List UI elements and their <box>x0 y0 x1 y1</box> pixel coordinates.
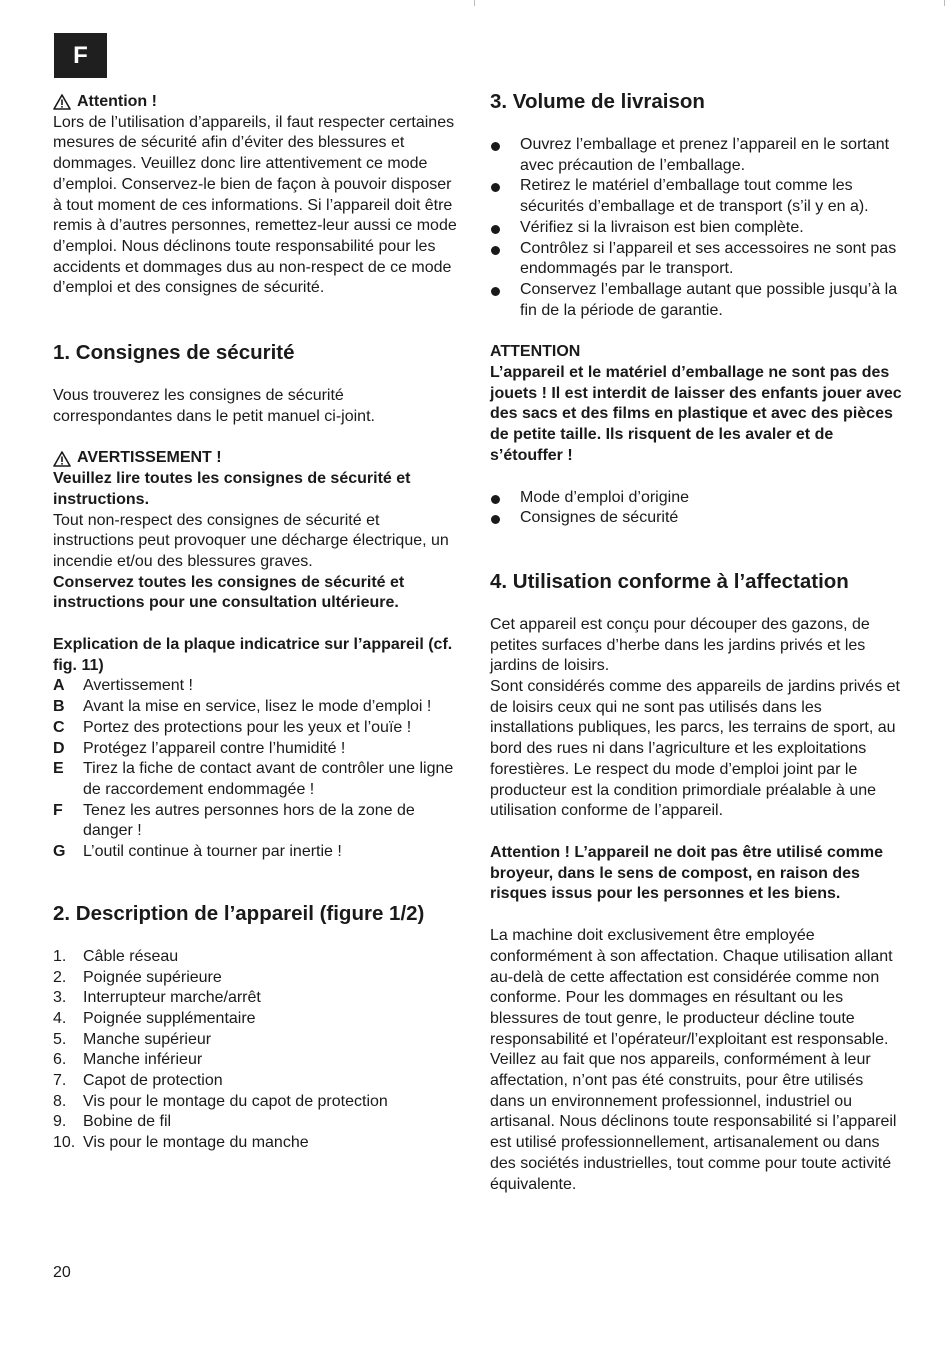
warning-triangle-icon <box>53 451 71 467</box>
section-2-title: 2. Description de l’appareil (figure 1/2) <box>53 901 425 925</box>
language-tab: F <box>54 33 107 78</box>
list-item: Contrôlez si l’appareil et ses accessoires ne sont pas endommagés par le transport. <box>490 239 902 280</box>
warning-triangle-icon <box>53 94 71 110</box>
list-item: 5. Manche supérieur <box>53 1030 212 1048</box>
page-number: 20 <box>53 1264 71 1281</box>
section-3-title: 3. Volume de livraison <box>490 90 705 113</box>
list-item: Retirez le matériel d’emballage tout comme les sécurités d’emballage et de transport (s’il y en a). <box>490 176 902 217</box>
list-item: F Tenez les autres personnes hors de la zone de danger ! <box>53 801 415 840</box>
list-item: Mode d’emploi d’origine <box>490 488 902 509</box>
usage-paragraph-3: La machine doit exclusivement être employée conformément à son affectation. Chaque utilisation allant au-delà de cette affectation est considérée comme non conforme. Pour les dommages en résultant ou les blessures de tout genre, le producteur décline toute responsabilité et l’opérateur/l’exploitant est responsable. Veillez au fait que nos appareils, conformément à leur affectation, n’ont pas été construits, pour être utilisés dans un environnement professionnel, industriel ou artisanal. Nous déclinons toute responsabilité si l’appareil est utilisé professionnellement, artisanalement ou dans des sociétés industrielles, tout comme pour toute activité équivalente. <box>490 927 897 1193</box>
list-item: 2. Poignée supérieure <box>53 968 222 986</box>
attention-label: ATTENTION <box>490 343 581 361</box>
list-item: 10. Vis pour le montage du manche <box>53 1134 309 1152</box>
attention-warning-text: L’appareil et le matériel d’emballage ne sont pas des jouets ! Il est interdit de laisser des enfants jouer avec des sacs et des films en plastique et avec des pièces de petite taille. Ils risquent de les avaler et de s’étouffer ! <box>490 364 902 464</box>
list-item: D Protégez l’appareil contre l’humidité ! <box>53 739 346 757</box>
section-1-intro: Vous trouverez les consignes de sécurité correspondantes dans le petit manuel ci-joint. <box>53 387 375 425</box>
attention-title: Attention ! <box>77 93 157 110</box>
list-item: 6. Manche inférieur <box>53 1051 203 1069</box>
usage-paragraph-1: Cet appareil est conçu pour découper des gazons, de petites surfaces d’herbe dans les jardins privés et les jardins de loisirs. <box>490 615 870 675</box>
list-item: Ouvrez l’emballage et prenez l’appareil en le sortant avec précaution de l’emballage. <box>490 135 902 176</box>
list-item: 7. Capot de protection <box>53 1072 223 1090</box>
left-column <box>53 92 458 1154</box>
right-column <box>490 89 902 1195</box>
crop-mark <box>944 0 945 6</box>
warning-bold-1: Veuillez lire toutes les consignes de sécurité et instructions. <box>53 470 411 508</box>
list-item: 1. Câble réseau <box>53 947 179 965</box>
list-item: Vérifiez si la livraison est bien complète. <box>490 218 902 239</box>
section-4-title: 4. Utilisation conforme à l’affectation <box>490 569 849 593</box>
attention-heading <box>53 92 458 113</box>
list-item: B Avant la mise en service, lisez le mode d’emploi ! <box>53 698 432 716</box>
warning-text: Tout non-respect des consignes de sécurité et instructions peut provoquer une décharge électrique, un incendie et/ou des blessures graves. <box>53 511 449 570</box>
warning-title: AVERTISSEMENT ! <box>77 449 222 467</box>
section-1-title: 1. Consignes de sécurité <box>53 341 295 365</box>
delivery-list <box>490 135 902 321</box>
usage-attention: Attention ! L’appareil ne doit pas être utilisé comme broyeur, dans le sens de compost, en raison des risques issus pour les personnes et les biens. <box>490 843 883 903</box>
list-item: A Avertissement ! <box>53 677 193 695</box>
list-item: Conservez l’emballage autant que possible jusqu’à la fin de la période de garantie. <box>490 280 902 321</box>
list-item: 3. Interrupteur marche/arrêt <box>53 989 261 1007</box>
list-item: E Tirez la fiche de contact avant de contrôler une ligne de raccordement endommagée ! <box>53 760 454 798</box>
attention-text: Lors de l’utilisation d’appareils, il faut respecter certaines mesures de sécurité afin d’éviter des blessures et dommages. Veuillez donc lire attentivement ce mode d’emploi. Conservez-le bien de façon à pouvoir disposer à tout moment de ces informations. Si l’appareil doit être remis à d’autres personnes, remettez-leur aussi ce mode d’emploi. Nous déclinons toute responsabilité pour les accidents et dommages dus au non-respect de ce mode d’emploi et des consignes de sécurité. <box>53 113 457 297</box>
usage-paragraph-2: Sont considérés comme des appareils de jardins privés et de loisirs ceux qui ne sont pas utilisés dans les installations publiques, les parcs, les terrains de sport, au bord des rues ni dans l’agriculture et les exploitations forestières. Le respect du mode d’emploi joint par le producteur est la condition primordiale préalable à une utilisation conforme de l’appareil. <box>490 678 900 820</box>
list-item: 8. Vis pour le montage du capot de protection <box>53 1092 388 1110</box>
plate-list <box>53 676 458 862</box>
documents-list <box>490 488 902 529</box>
crop-mark <box>474 0 475 6</box>
plate-title: Explication de la plaque indicatrice sur l’appareil (cf. fig. 11) <box>53 636 453 674</box>
list-item: G L’outil continue à tourner par inertie ! <box>53 843 342 861</box>
warning-bold-2: Conservez toutes les consignes de sécurité et instructions pour une consultation ultérieure. <box>53 573 405 612</box>
warning-heading <box>53 448 458 469</box>
list-item: 9. Bobine de fil <box>53 1113 172 1131</box>
list-item: C Portez des protections pour les yeux et l’ouïe ! <box>53 718 412 736</box>
list-item: Consignes de sécurité <box>490 508 902 529</box>
parts-list <box>53 947 458 1154</box>
list-item: 4. Poignée supplémentaire <box>53 1009 256 1027</box>
